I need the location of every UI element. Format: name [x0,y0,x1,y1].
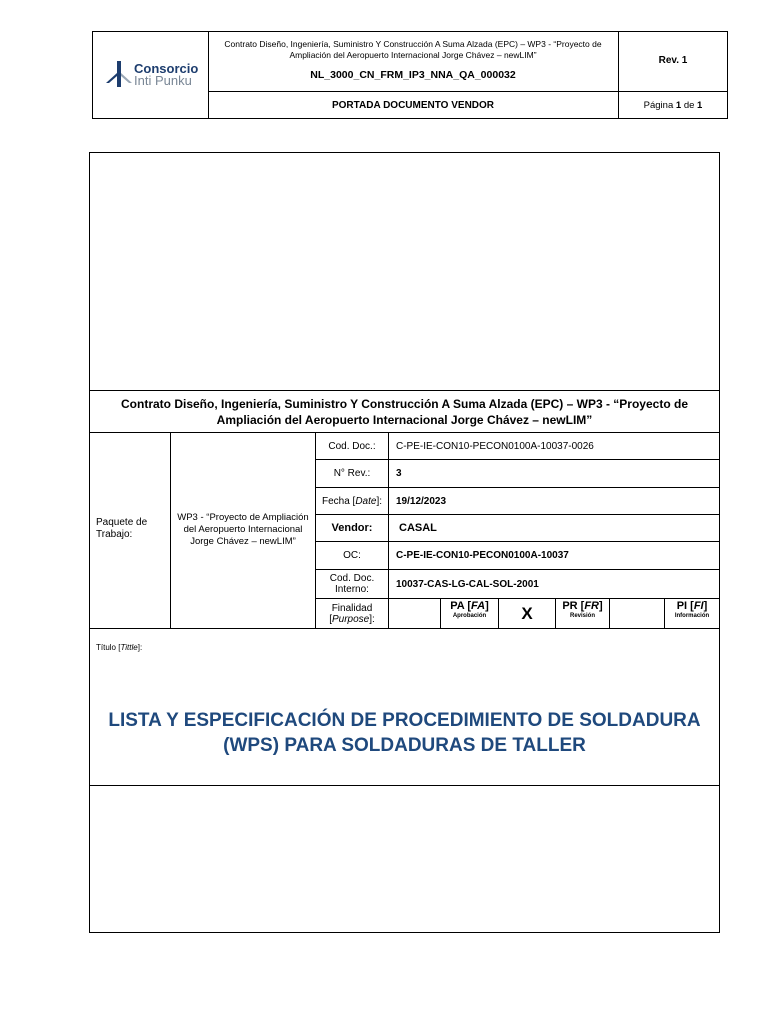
page-num: 1 [675,99,682,111]
work-package-value: WP3 - “Proyecto de Ampliación del Aeropuerto Internacional Jorge Chávez – newLIM” [177,512,309,547]
pi-end: ] [703,600,708,612]
pa-em: FA [471,600,486,612]
finalidad-label-start: Finalidad [ [329,602,373,625]
oc-label: OC: [343,550,361,561]
finalidad-label-em: Purpose [331,613,370,625]
fecha-label-em: Date [355,495,377,507]
oc-value: C-PE-IE-CON10-PECON0100A-10037 [396,550,569,561]
divider [90,628,719,629]
divider [90,390,719,391]
rev-value: 3 [396,468,402,479]
vendor-value: CASAL [399,522,437,534]
cod-interno-label: Cod. Doc. Interno: [329,573,375,595]
contract-title: Contrato Diseño, Ingeniería, Suministro Y Construcción A Suma Alzada (EPC) – WP3 - “Proyecto de Ampliación del Aeropuerto Internacional Jorge Chávez – newLIM” [121,396,688,427]
work-package-label: Paquete de Trabajo: [96,517,148,540]
cod-doc-label: Cod. Doc.: [328,440,376,452]
vendor-label: Vendor: [331,522,373,534]
page-of: de [683,99,695,111]
logo-mark-icon [106,61,134,87]
page-total: 1 [697,99,703,111]
divider [90,785,719,786]
titulo-label-end: ]: [137,643,143,652]
pr-label: PR [ [562,600,585,612]
fecha-label [316,488,388,514]
cod-doc-value: C-PE-IE-CON10-PECON0100A-10037-0026 [396,440,594,452]
page-label: Página [643,99,674,111]
purpose-pi [665,600,719,628]
purpose-pr [556,600,609,628]
titulo-label [96,643,142,652]
header-contract-text: Contrato Diseño, Ingeniería, Suministro Y Construcción A Suma Alzada (EPC) – WP3 - “Proyecto de Ampliación del Aeropuerto Internacional Jorge Chávez – newLIM” [224,39,602,60]
titulo-label-start: Título [ [96,643,121,652]
pr-end: ] [599,600,603,612]
divider [609,598,610,628]
logo-line1: Consorcio [134,61,199,76]
header-doc-code: NL_3000_CN_FRM_IP3_NNA_QA_000032 [310,69,516,81]
pi-label: PI [ [676,600,694,612]
pi-sub: Información [674,613,710,619]
header-page-number [619,92,727,118]
document-header [92,31,728,119]
pr-em: FR [584,600,599,612]
fecha-label-end: ]: [376,495,383,507]
logo-line2: Inti Punku [134,73,192,88]
purpose-selected-mark: X [521,603,533,623]
pi-em: FI [693,600,704,612]
divider [208,32,209,118]
fecha-value: 19/12/2023 [396,495,447,507]
pr-sub: Revisión [569,613,595,619]
pa-sub: Aprobación [452,613,487,619]
company-logo [101,54,207,94]
cod-interno-value: 10037-CAS-LG-CAL-SOL-2001 [396,578,539,590]
pa-end: ] [485,600,489,612]
titulo-label-em: Tittle [120,643,138,652]
header-section-title: PORTADA DOCUMENTO VENDOR [331,99,495,111]
document-title: LISTA Y ESPECIFICACIÓN DE PROCEDIMIENTO DE SOLDADURA (WPS) PARA SOLDADURAS DE TALLER [108,710,701,756]
rev-label: N° Rev.: [333,468,371,479]
finalidad-label-end: ]: [369,613,375,625]
cover-box [89,152,720,933]
purpose-pa [441,600,498,628]
pa-label: PA [ [450,600,472,612]
fecha-label-start: Fecha [ [321,495,356,507]
header-rev: Rev. 1 [658,54,688,66]
divider [170,432,171,628]
finalidad-label [318,599,386,628]
